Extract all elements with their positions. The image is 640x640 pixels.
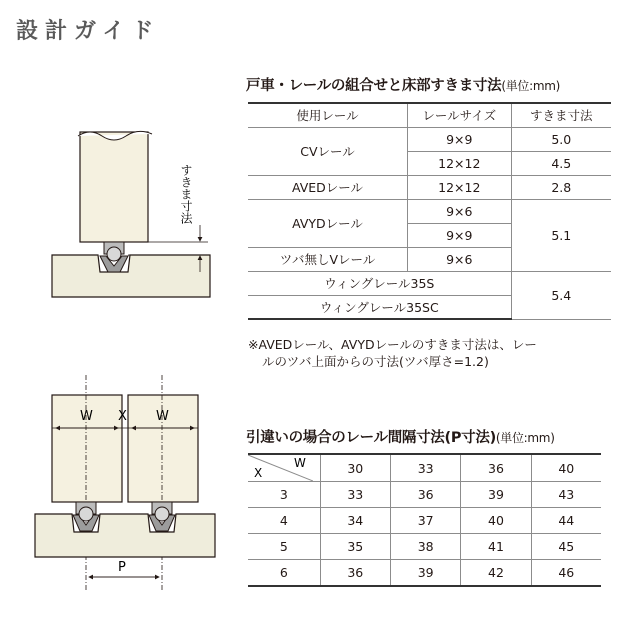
rail-cell: CVレール: [248, 127, 408, 175]
table-row: [248, 534, 601, 560]
table-row: [248, 175, 611, 199]
table-row: [248, 508, 601, 534]
figure-gap-detail: [52, 131, 210, 297]
x-dimension-label: X: [118, 409, 127, 424]
x-cell: 4: [248, 508, 320, 534]
p-cell: 34: [320, 508, 390, 534]
table-row: [248, 199, 611, 223]
w-header-cell: 40: [531, 454, 601, 482]
p-cell: 39: [390, 560, 460, 586]
door-panel: [80, 132, 148, 242]
size-cell: 12×12: [408, 151, 512, 175]
corner-cell: [248, 454, 320, 482]
rail-cell: AVYDレール: [248, 199, 408, 247]
size-cell: 9×9: [408, 127, 512, 151]
size-cell: 9×6: [408, 199, 512, 223]
note-line: ※AVEDレール、AVYDレールのすきま寸法は、レー: [248, 337, 537, 352]
header-rail: 使用レール: [248, 103, 408, 127]
floor-section-2: [35, 514, 215, 557]
p-cell: 36: [320, 560, 390, 586]
p-cell: 45: [531, 534, 601, 560]
p-cell: 44: [531, 508, 601, 534]
gap-section-title: 戸車・レールの組合せと床部すきま寸法(単位:mm): [246, 78, 560, 94]
table-row: [248, 482, 601, 508]
gap-cell: 4.5: [511, 151, 611, 175]
gap-cell: 2.8: [511, 175, 611, 199]
note-line: ルのツバ上面からの寸法(ツバ厚さ=1.2): [262, 354, 489, 369]
floor-section: [52, 255, 210, 297]
p-cell: 36: [390, 482, 460, 508]
page-title: 設計ガイド: [16, 19, 161, 44]
w-dimension-label-right: W: [156, 409, 169, 424]
figure-sliding-pitch: [35, 375, 215, 592]
header-gap: すきま寸法: [511, 103, 611, 127]
size-cell: 9×6: [408, 247, 512, 271]
table-header-row: [248, 103, 611, 127]
gap-cell: 5.1: [511, 199, 611, 271]
corner-w-label: W: [294, 456, 306, 470]
p-cell: 42: [461, 560, 531, 586]
header-size: レールサイズ: [408, 103, 512, 127]
corner-x-label: X: [254, 466, 263, 480]
x-cell: 6: [248, 560, 320, 586]
x-cell: 5: [248, 534, 320, 560]
pitch-table: [248, 453, 601, 587]
rail-cell: ツバ無しVレール: [248, 247, 408, 271]
size-cell: 9×9: [408, 223, 512, 247]
gap-note: [248, 336, 623, 370]
corner-diagonal: [248, 455, 313, 481]
size-cell: 12×12: [408, 175, 512, 199]
roller-wheel: [107, 247, 121, 261]
p-dimension-label: P: [118, 560, 126, 575]
gap-table: [248, 102, 611, 320]
x-cell: 3: [248, 482, 320, 508]
p-cell: 39: [461, 482, 531, 508]
gap-cell: 5.0: [511, 127, 611, 151]
w-header-cell: 30: [320, 454, 390, 482]
p-cell: 43: [531, 482, 601, 508]
table-row: [248, 127, 611, 151]
gap-cell: 5.4: [511, 271, 611, 319]
rail-cell: ウィングレール35S: [248, 271, 511, 295]
table-row: [248, 271, 611, 295]
table-header-row: [248, 454, 601, 482]
p-cell: 37: [390, 508, 460, 534]
rail-cell: ウィングレール35SC: [248, 295, 511, 319]
p-cell: 40: [461, 508, 531, 534]
p-cell: 46: [531, 560, 601, 586]
p-cell: 35: [320, 534, 390, 560]
p-cell: 38: [390, 534, 460, 560]
w-dimension-label-left: W: [80, 409, 93, 424]
table-row: [248, 560, 601, 586]
w-header-cell: 36: [461, 454, 531, 482]
gap-dimension-label: すきま寸法: [179, 164, 193, 224]
p-cell: 33: [320, 482, 390, 508]
p-cell: 41: [461, 534, 531, 560]
w-header-cell: 33: [390, 454, 460, 482]
pitch-section-title: 引違いの場合のレール間隔寸法(P寸法)(単位:mm): [246, 430, 555, 446]
rail-cell: AVEDレール: [248, 175, 408, 199]
